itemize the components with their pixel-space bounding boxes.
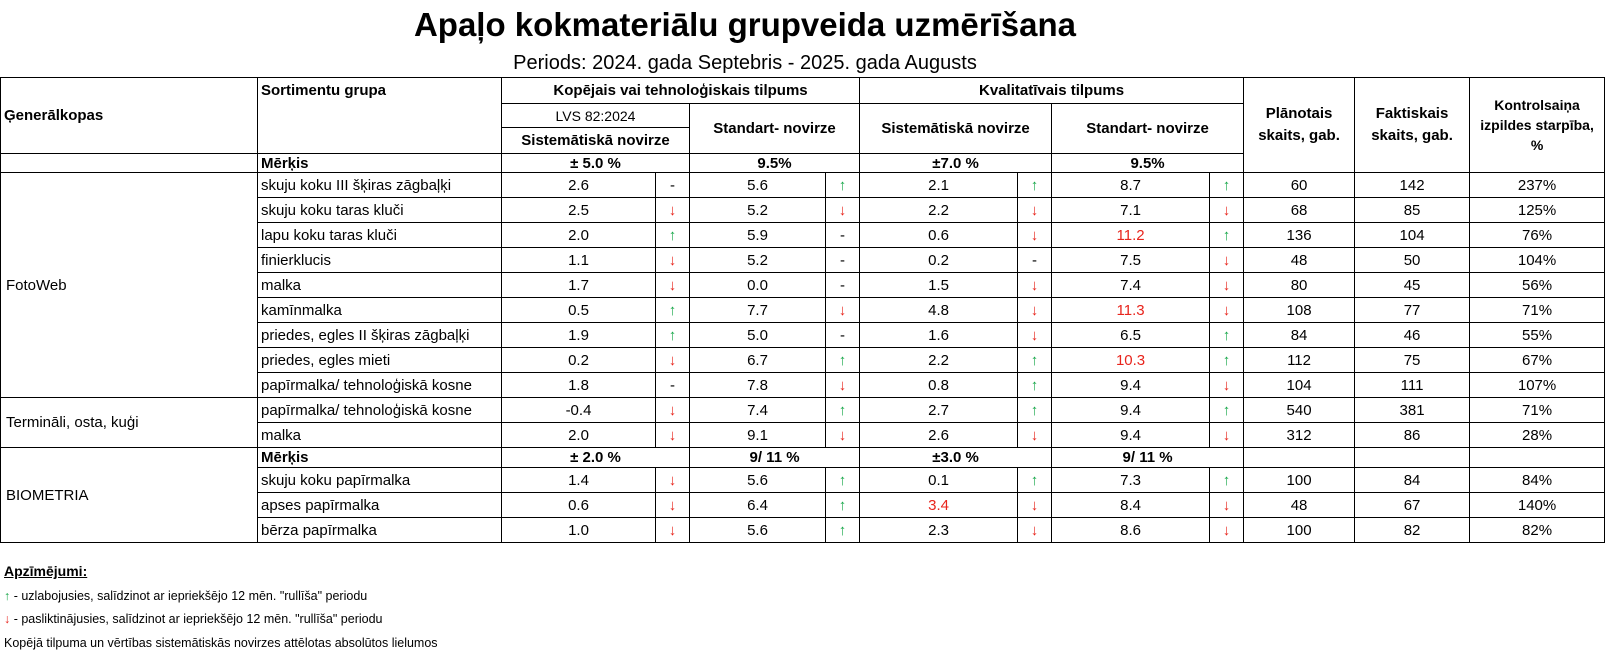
cell-plan: 112	[1244, 348, 1355, 373]
merkis-k-std: 9/ 11 %	[690, 448, 860, 468]
cell-fakt: 75	[1355, 348, 1470, 373]
arrow-down-icon: ↓	[656, 198, 690, 223]
cell-k-sist: 1.1	[502, 248, 656, 273]
data-table	[0, 77, 1605, 543]
merkis-k-sist: ± 5.0 %	[502, 154, 690, 173]
cell-fakt: 77	[1355, 298, 1470, 323]
cell-fakt: 86	[1355, 423, 1470, 448]
page-title: Apaļo kokmateriālu grupveida uzmērīšana	[413, 6, 1077, 43]
cell-q-std: 8.7	[1052, 173, 1210, 198]
arrow-down-icon: ↓	[656, 348, 690, 373]
merkis-k-std: 9.5%	[690, 154, 860, 173]
legend-note: Kopējā tilpuma un vērtības sistemātiskās novirzes attēlotas absolūtos lielumos	[4, 636, 438, 650]
arrow-down-icon: ↓	[1210, 273, 1244, 298]
cell-kontrol: 82%	[1470, 518, 1605, 543]
cell-plan: 104	[1244, 373, 1355, 398]
arrow-down-icon: ↓	[1210, 493, 1244, 518]
cell-q-std: 9.4	[1052, 423, 1210, 448]
arrow-up-icon: ↑	[826, 398, 860, 423]
cell-k-std: 7.8	[690, 373, 826, 398]
arrow-up-icon: ↑	[1210, 398, 1244, 423]
cell-fakt: 84	[1355, 468, 1470, 493]
cell-kontrol: 67%	[1470, 348, 1605, 373]
merkis-label: Mērķis	[258, 154, 502, 173]
arrow-down-icon: ↓	[1210, 248, 1244, 273]
cell-kontrol: 125%	[1470, 198, 1605, 223]
legend-title: Apzīmējumi:	[4, 563, 88, 579]
header-kontrolsainas: Kontrolsaiņa izpildes starpība, %	[1470, 78, 1605, 173]
cell-q-sist: 0.6	[860, 223, 1018, 248]
header-kvalitativais: Kvalitatīvais tilpums	[860, 78, 1244, 104]
cell-q-std: 11.3	[1052, 298, 1210, 323]
cell-kontrol: 104%	[1470, 248, 1605, 273]
cell-k-sist: 2.5	[502, 198, 656, 223]
legend-up	[4, 589, 367, 603]
legend-down	[4, 612, 383, 626]
arrow-up-icon: ↑	[1018, 468, 1052, 493]
arrow-up-icon: ↑	[4, 589, 11, 603]
cell-plan: 60	[1244, 173, 1355, 198]
dash-icon: -	[826, 248, 860, 273]
header-faktiskais: Faktiskais skaits, gab.	[1355, 78, 1470, 173]
cell-plan: 540	[1244, 398, 1355, 423]
dash-icon: -	[656, 173, 690, 198]
cell-sortiments: papīrmalka/ tehnoloģiskā kosne	[258, 373, 502, 398]
cell-fakt: 85	[1355, 198, 1470, 223]
cell-plan: 136	[1244, 223, 1355, 248]
cell-fakt: 45	[1355, 273, 1470, 298]
merkis-q-sist: ±3.0 %	[860, 448, 1052, 468]
arrow-up-icon: ↑	[656, 323, 690, 348]
cell-k-sist: 1.7	[502, 273, 656, 298]
arrow-up-icon: ↑	[1018, 173, 1052, 198]
cell-k-sist: 2.0	[502, 423, 656, 448]
legend-down-text: - pasliktinājusies, salīdzinot ar iepriekšējo 12 mēn. "rullīša" periodu	[10, 612, 383, 626]
arrow-up-icon: ↑	[1210, 348, 1244, 373]
cell-sortiments: finierklucis	[258, 248, 502, 273]
cell-k-std: 5.9	[690, 223, 826, 248]
cell-kontrol: 84%	[1470, 468, 1605, 493]
arrow-down-icon: ↓	[656, 493, 690, 518]
cell-k-std: 6.4	[690, 493, 826, 518]
cell-q-sist: 1.6	[860, 323, 1018, 348]
merkis-label: Mērķis	[258, 448, 502, 468]
arrow-down-icon: ↓	[656, 518, 690, 543]
empty-cell	[1244, 448, 1355, 468]
arrow-down-icon: ↓	[1018, 223, 1052, 248]
arrow-up-icon: ↑	[1210, 223, 1244, 248]
arrow-up-icon: ↑	[1018, 398, 1052, 423]
cell-q-sist: 2.7	[860, 398, 1018, 423]
arrow-down-icon: ↓	[656, 398, 690, 423]
cell-k-sist: 0.2	[502, 348, 656, 373]
arrow-down-icon: ↓	[1210, 423, 1244, 448]
cell-q-std: 7.4	[1052, 273, 1210, 298]
cell-q-std: 9.4	[1052, 373, 1210, 398]
cell-q-sist: 2.2	[860, 348, 1018, 373]
cell-plan: 100	[1244, 468, 1355, 493]
merkis-q-std: 9/ 11 %	[1052, 448, 1244, 468]
cell-k-std: 5.2	[690, 198, 826, 223]
cell-q-sist: 2.1	[860, 173, 1018, 198]
arrow-up-icon: ↑	[1210, 173, 1244, 198]
cell-sortiments: papīrmalka/ tehnoloģiskā kosne	[258, 398, 502, 423]
merkis-q-std: 9.5%	[1052, 154, 1244, 173]
cell-k-std: 7.7	[690, 298, 826, 323]
merkis-k-sist: ± 2.0 %	[502, 448, 690, 468]
arrow-up-icon: ↑	[1018, 348, 1052, 373]
cell-kontrol: 71%	[1470, 398, 1605, 423]
arrow-up-icon: ↑	[826, 468, 860, 493]
arrow-down-icon: ↓	[1018, 423, 1052, 448]
cell-sortiments: malka	[258, 273, 502, 298]
arrow-down-icon: ↓	[1018, 298, 1052, 323]
merkis-blank	[1, 154, 258, 173]
arrow-down-icon: ↓	[1018, 518, 1052, 543]
cell-kontrol: 237%	[1470, 173, 1605, 198]
arrow-down-icon: ↓	[1018, 493, 1052, 518]
cell-k-std: 5.6	[690, 468, 826, 493]
arrow-down-icon: ↓	[4, 612, 11, 626]
header-sortimentu-grupa: Sortimentu grupa	[258, 78, 502, 154]
arrow-down-icon: ↓	[656, 468, 690, 493]
arrow-up-icon: ↑	[826, 173, 860, 198]
cell-k-sist: 1.9	[502, 323, 656, 348]
arrow-down-icon: ↓	[1018, 273, 1052, 298]
cell-q-std: 10.3	[1052, 348, 1210, 373]
arrow-down-icon: ↓	[826, 198, 860, 223]
header-lvs: LVS 82:2024	[502, 104, 690, 128]
cell-k-std: 5.6	[690, 518, 826, 543]
cell-kontrol: 55%	[1470, 323, 1605, 348]
cell-plan: 48	[1244, 493, 1355, 518]
cell-k-std: 5.0	[690, 323, 826, 348]
arrow-up-icon: ↑	[1210, 323, 1244, 348]
arrow-down-icon: ↓	[1018, 198, 1052, 223]
group-fotoweb: FotoWeb	[1, 173, 258, 398]
cell-k-sist: 1.8	[502, 373, 656, 398]
table-row	[1, 398, 1605, 423]
merkis-q-sist: ±7.0 %	[860, 154, 1052, 173]
cell-q-std: 7.5	[1052, 248, 1210, 273]
cell-q-std: 11.2	[1052, 223, 1210, 248]
arrow-down-icon: ↓	[656, 423, 690, 448]
cell-plan: 108	[1244, 298, 1355, 323]
cell-k-std: 7.4	[690, 398, 826, 423]
cell-q-std: 7.1	[1052, 198, 1210, 223]
cell-k-sist: 2.0	[502, 223, 656, 248]
cell-sortiments: skuju koku taras kluči	[258, 198, 502, 223]
cell-fakt: 381	[1355, 398, 1470, 423]
cell-fakt: 142	[1355, 173, 1470, 198]
cell-sortiments: lapu koku taras kluči	[258, 223, 502, 248]
cell-plan: 80	[1244, 273, 1355, 298]
cell-fakt: 82	[1355, 518, 1470, 543]
table-row	[1, 173, 1605, 198]
cell-q-std: 8.6	[1052, 518, 1210, 543]
group-biometria: BIOMETRIA	[1, 448, 258, 543]
cell-sortiments: apses papīrmalka	[258, 493, 502, 518]
header-generalkopas: Ģenerālkopas	[1, 78, 258, 154]
arrow-down-icon: ↓	[826, 373, 860, 398]
cell-sortiments: priedes, egles mieti	[258, 348, 502, 373]
cell-q-sist: 0.2	[860, 248, 1018, 273]
group-terminali: Termināli, osta, kuģi	[1, 398, 258, 448]
cell-sortiments: malka	[258, 423, 502, 448]
cell-sortiments: kamīnmalka	[258, 298, 502, 323]
cell-k-std: 0.0	[690, 273, 826, 298]
arrow-up-icon: ↑	[656, 298, 690, 323]
cell-q-sist: 0.1	[860, 468, 1018, 493]
cell-fakt: 46	[1355, 323, 1470, 348]
dash-icon: -	[826, 223, 860, 248]
cell-kontrol: 71%	[1470, 298, 1605, 323]
empty-cell	[1355, 448, 1470, 468]
cell-q-sist: 0.8	[860, 373, 1018, 398]
cell-q-std: 7.3	[1052, 468, 1210, 493]
arrow-up-icon: ↑	[656, 223, 690, 248]
cell-k-std: 9.1	[690, 423, 826, 448]
header-q-sist: Sistemātiskā novirze	[860, 104, 1052, 154]
arrow-down-icon: ↓	[1018, 323, 1052, 348]
cell-fakt: 104	[1355, 223, 1470, 248]
cell-k-sist: 0.6	[502, 493, 656, 518]
arrow-up-icon: ↑	[826, 518, 860, 543]
header-k-std: Standart- novirze	[690, 104, 860, 154]
empty-cell	[1470, 448, 1605, 468]
cell-k-std: 5.6	[690, 173, 826, 198]
cell-q-std: 8.4	[1052, 493, 1210, 518]
header-q-std: Standart- novirze	[1052, 104, 1244, 154]
arrow-down-icon: ↓	[656, 273, 690, 298]
dash-icon: -	[656, 373, 690, 398]
cell-q-sist: 1.5	[860, 273, 1018, 298]
cell-fakt: 50	[1355, 248, 1470, 273]
arrow-down-icon: ↓	[1210, 518, 1244, 543]
arrow-down-icon: ↓	[1210, 373, 1244, 398]
cell-fakt: 111	[1355, 373, 1470, 398]
cell-kontrol: 140%	[1470, 493, 1605, 518]
cell-plan: 312	[1244, 423, 1355, 448]
cell-k-std: 6.7	[690, 348, 826, 373]
cell-kontrol: 56%	[1470, 273, 1605, 298]
arrow-down-icon: ↓	[1210, 198, 1244, 223]
cell-q-sist: 2.2	[860, 198, 1018, 223]
cell-k-sist: 1.4	[502, 468, 656, 493]
dash-icon: -	[1018, 248, 1052, 273]
cell-plan: 48	[1244, 248, 1355, 273]
cell-sortiments: bērza papīrmalka	[258, 518, 502, 543]
cell-q-sist: 4.8	[860, 298, 1018, 323]
cell-q-sist: 2.3	[860, 518, 1018, 543]
cell-q-std: 9.4	[1052, 398, 1210, 423]
header-planotais: Plānotais skaits, gab.	[1244, 78, 1355, 173]
arrow-up-icon: ↑	[826, 493, 860, 518]
dash-icon: -	[826, 273, 860, 298]
cell-plan: 100	[1244, 518, 1355, 543]
header-k-sist: Sistemātiskā novirze	[502, 128, 690, 154]
cell-plan: 68	[1244, 198, 1355, 223]
cell-fakt: 67	[1355, 493, 1470, 518]
cell-kontrol: 28%	[1470, 423, 1605, 448]
legend-up-text: - uzlabojusies, salīdzinot ar iepriekšējo 12 mēn. "rullīša" periodu	[10, 589, 368, 603]
cell-sortiments: priedes, egles II šķiras zāgbaļķi	[258, 323, 502, 348]
cell-kontrol: 76%	[1470, 223, 1605, 248]
cell-q-sist: 2.6	[860, 423, 1018, 448]
arrow-up-icon: ↑	[826, 348, 860, 373]
header-kopejais: Kopējais vai tehnoloģiskais tilpums	[502, 78, 860, 104]
cell-k-std: 5.2	[690, 248, 826, 273]
cell-q-sist: 3.4	[860, 493, 1018, 518]
arrow-down-icon: ↓	[1210, 298, 1244, 323]
arrow-up-icon: ↑	[1018, 373, 1052, 398]
cell-kontrol: 107%	[1470, 373, 1605, 398]
arrow-up-icon: ↑	[1210, 468, 1244, 493]
cell-k-sist: 2.6	[502, 173, 656, 198]
cell-sortiments: skuju koku papīrmalka	[258, 468, 502, 493]
arrow-down-icon: ↓	[826, 423, 860, 448]
cell-q-std: 6.5	[1052, 323, 1210, 348]
page-subtitle: Periods: 2024. gada Septebris - 2025. gada Augusts	[513, 52, 977, 74]
cell-k-sist: 1.0	[502, 518, 656, 543]
cell-k-sist: -0.4	[502, 398, 656, 423]
arrow-down-icon: ↓	[656, 248, 690, 273]
cell-sortiments: skuju koku III šķiras zāgbaļķi	[258, 173, 502, 198]
cell-k-sist: 0.5	[502, 298, 656, 323]
arrow-down-icon: ↓	[826, 298, 860, 323]
cell-plan: 84	[1244, 323, 1355, 348]
dash-icon: -	[826, 323, 860, 348]
